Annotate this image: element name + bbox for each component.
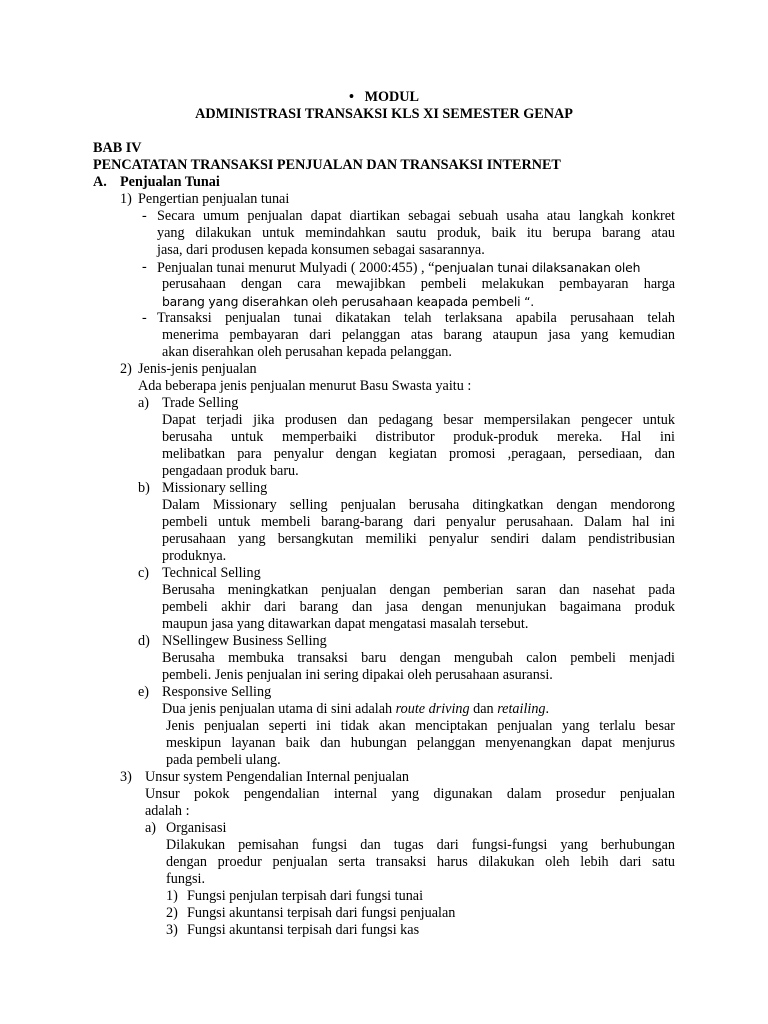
section-a-heading: Penjualan Tunai xyxy=(120,174,220,190)
module-subtitle: ADMINISTRASI TRANSAKSI KLS XI SEMESTER GENAP xyxy=(195,106,573,122)
route-driving-term: route driving xyxy=(395,701,470,717)
item-e-letter: e) xyxy=(138,684,150,700)
point-3-intro-2: adalah : xyxy=(145,803,190,819)
d3-line-3: akan diserahkan oleh perusahan kepada pelanggan. xyxy=(162,344,452,360)
item-c-line-2: pembeli akhir dari barang dan jasa dengan menunjukan bagaimana produk xyxy=(162,599,675,615)
item-d-line-1: Berusaha membuka transaksi baru dengan mengubah calon pembeli menjadi xyxy=(162,650,675,666)
p3-item-a-line-3: fungsi. xyxy=(166,871,206,887)
sub-item-2-text: Fungsi akuntansi terpisah dari fungsi penjualan xyxy=(187,905,456,921)
d2-line-2: perusahaan dengan cara mewajibkan pembeli melakukan pembayaran harga xyxy=(162,276,675,292)
point-2-number: 2) xyxy=(120,361,132,377)
item-e-line-4: pada pembeli ulang. xyxy=(166,752,281,768)
module-title: MODUL xyxy=(364,89,419,105)
item-d-line-2: pembeli. Jenis penjualan ini sering dipakai oleh perusahaan asuransi. xyxy=(162,667,553,683)
d1-line-1: Secara umum penjualan dapat diartikan sebagai sebuah usaha atau langkah konkret xyxy=(157,208,675,224)
sub-item-3-number: 3) xyxy=(166,922,178,938)
p3-item-a-letter: a) xyxy=(145,820,157,836)
item-d-title: NSellingew Business Selling xyxy=(162,633,327,649)
d2-line-1 xyxy=(157,259,640,277)
item-b-line-3: perusahaan yang bersangkutan memiliki penyalur sendiri dalam pendistribusian xyxy=(162,531,675,547)
chapter-number: BAB IV xyxy=(93,140,142,156)
item-c-letter: c) xyxy=(138,565,150,581)
d1-line-3: jasa, dari produsen kepada konsumen sebagai sasarannya. xyxy=(157,242,485,258)
p3-item-a-line-2: dengan proedur penjualan serta transaksi harus dilakukan oleh lebih dari satu xyxy=(166,854,675,870)
point-3-number: 3) xyxy=(120,769,132,785)
item-c-title: Technical Selling xyxy=(162,565,261,581)
section-a-letter: A. xyxy=(93,174,107,190)
sub-item-1-number: 1) xyxy=(166,888,178,904)
sub-item-2-number: 2) xyxy=(166,905,178,921)
point-2-intro: Ada beberapa jenis penjualan menurut Basu Swasta yaitu : xyxy=(138,378,472,394)
point-1-number: 1) xyxy=(120,191,132,207)
sub-item-3-text: Fungsi akuntansi terpisah dari fungsi kas xyxy=(187,922,420,938)
item-e-line-1-c: . xyxy=(545,701,550,717)
point-2-label: Jenis-jenis penjualan xyxy=(138,361,257,377)
item-e-line-2: Jenis penjualan seperti ini tidak akan menciptakan penjualan yang terlalu besar xyxy=(166,718,675,734)
item-b-title: Missionary selling xyxy=(162,480,268,496)
d2-quote-1: penjualan tunai dilaksanakan oleh xyxy=(434,260,641,275)
item-e-line-1-b: dan xyxy=(469,701,498,717)
item-a-line-2: berusaha untuk memperbaiki distributor produk-produk mereka. Hal ini xyxy=(162,429,675,445)
p3-item-a-line-1: Dilakukan pemisahan fungsi dan tugas dari fungsi-fungsi yang berhubungan xyxy=(166,837,675,853)
item-c-line-1: Berusaha meningkatkan penjualan dengan pemberian saran dan nasehat pada xyxy=(162,582,675,598)
d3-line-2: menerima pembayaran dari pelanggan atas barang ataupun jasa yang kemudian xyxy=(162,327,675,343)
d1-line-2: yang dilakukan untuk memindahkan sautu produk, baik itu berupa barang atau xyxy=(157,225,675,241)
item-e-line-1-a: Dua jenis penjualan utama di sini adalah xyxy=(162,701,396,717)
item-a-line-1: Dapat terjadi jika produsen dan pedagang besar mempersilakan pengecer untuk xyxy=(162,412,675,428)
item-b-line-4: produknya. xyxy=(162,548,227,564)
point-3-intro-1: Unsur pokok pengendalian internal yang digunakan dalam prosedur penjualan xyxy=(145,786,675,802)
item-e-title: Responsive Selling xyxy=(162,684,272,700)
point-1-label: Pengertian penjualan tunai xyxy=(138,191,290,207)
item-a-line-3: melibatkan para penyalur dengan kegiatan promosi ,peragaan, persediaan, dan xyxy=(162,446,675,462)
dash-1: - xyxy=(142,208,147,224)
item-b-line-1: Dalam Missionary selling penjualan berusaha ditingkatkan dengan mendorong xyxy=(162,497,675,513)
chapter-title: PENCATATAN TRANSAKSI PENJUALAN DAN TRANSAKSI INTERNET xyxy=(93,157,561,173)
dash-2: - xyxy=(142,259,147,275)
item-a-title: Trade Selling xyxy=(162,395,239,411)
module-label xyxy=(0,89,768,106)
p3-item-a-title: Organisasi xyxy=(166,820,227,836)
d2-lead: Penjualan tunai menurut Mulyadi ( 2000:455) , “ xyxy=(157,260,435,276)
d3-line-1: Transaksi penjualan tunai dikatakan telah terlaksana apabila perusahaan telah xyxy=(157,310,675,326)
retailing-term: retailing xyxy=(497,701,546,717)
item-a-line-4: pengadaan produk baru. xyxy=(162,463,299,479)
sub-item-1-text: Fungsi penjulan terpisah dari fungsi tunai xyxy=(187,888,424,904)
item-a-letter: a) xyxy=(138,395,150,411)
item-b-letter: b) xyxy=(138,480,150,496)
item-d-letter: d) xyxy=(138,633,150,649)
point-3-label: Unsur system Pengendalian Internal penjualan xyxy=(145,769,409,785)
bullet: • xyxy=(349,89,354,105)
dash-3: - xyxy=(142,310,147,326)
d2-line-3: barang yang diserahkan oleh perusahaan keapada pembeli “. xyxy=(162,294,535,309)
item-c-line-3: maupun jasa yang ditawarkan dapat mengatasi masalah tersebut. xyxy=(162,616,529,632)
item-e-line-3: meskipun layanan baik dan hubungan pelanggan menyenangkan dapat menjurus xyxy=(166,735,675,751)
item-b-line-2: pembeli untuk membeli barang-barang dari penyalur perusahaan. Dalam hal ini xyxy=(162,514,675,530)
item-e-line-1 xyxy=(162,701,549,718)
